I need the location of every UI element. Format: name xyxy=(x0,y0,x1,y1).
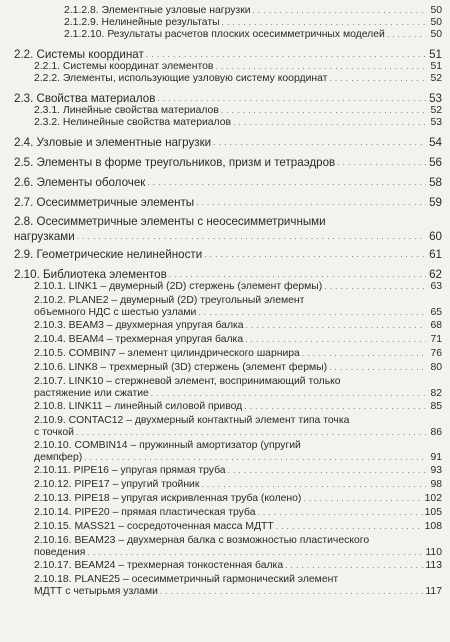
dot-leader xyxy=(146,47,426,62)
toc-page-number: 52 xyxy=(430,73,442,84)
toc-page-number: 113 xyxy=(425,560,442,571)
toc-page-number: 80 xyxy=(430,362,442,373)
toc-entry-title-line1: 2.10.2. PLANE2 – двумерный (2D) треугольный элемент xyxy=(34,295,305,306)
dot-leader xyxy=(233,117,426,129)
toc-page-number: 98 xyxy=(430,479,442,490)
toc-page-number: 53 xyxy=(430,117,442,128)
toc-entry-title-line1: 2.10.16. BEAM23 – двухмерная балка с возможностью пластического xyxy=(34,535,370,546)
toc-page-number: 91 xyxy=(430,452,442,463)
toc-page-number: 51 xyxy=(430,61,442,72)
toc-page-number: 51 xyxy=(429,48,442,61)
dot-leader xyxy=(87,547,423,559)
dot-leader xyxy=(213,135,426,150)
toc-page-number: 108 xyxy=(424,521,442,532)
dot-leader xyxy=(303,493,422,505)
toc-entry-title: демпфер) xyxy=(34,452,83,463)
toc-entry-title: 2.3.1. Линейные свойства материалов xyxy=(34,105,219,116)
toc-page-number: 117 xyxy=(425,586,442,597)
toc-page-number: 60 xyxy=(429,230,442,243)
toc-entry-title: объемного НДС с шестью узлами xyxy=(34,307,197,318)
dot-leader xyxy=(285,560,423,572)
dot-leader xyxy=(84,452,426,464)
toc-page-number: 59 xyxy=(429,196,442,209)
dot-leader xyxy=(228,465,426,477)
toc-entry-title: 2.10.12. PIPE17 – упругий тройник xyxy=(34,479,200,490)
toc-page-number: 54 xyxy=(429,136,442,149)
toc-entry-title-line1: 2.8. Осесимметричные элементы с неосесимметричными xyxy=(14,215,326,228)
toc-entry-title: 2.2.2. Элементы, использующие узловую систему координат xyxy=(34,73,328,84)
toc-entry-title: 2.10.4. BEAM4 – трехмерная упругая балка xyxy=(34,334,244,345)
dot-leader xyxy=(387,29,426,41)
dot-leader xyxy=(253,5,426,17)
toc-entry-title: 2.7. Осесимметричные элементы xyxy=(14,196,195,209)
toc-page-number: 93 xyxy=(430,465,442,476)
toc-entry-title: 2.10.15. MASS21 – сосредоточенная масса МДТТ xyxy=(34,521,274,532)
toc-page-number: 86 xyxy=(430,427,442,438)
toc-page-number: 50 xyxy=(430,17,442,28)
toc-entry-title: 2.9. Геометрические нелинейности xyxy=(14,248,203,261)
toc-entry-title: с точкой xyxy=(34,427,74,438)
dot-leader xyxy=(77,229,426,244)
toc-entry-title: 2.6. Элементы оболочек xyxy=(14,176,146,189)
toc-entry-title: растяжение или сжатие xyxy=(34,388,149,399)
toc-entry-title: МДТТ с четырьмя узлами xyxy=(34,586,158,597)
toc-entry-title: 2.10.13. PIPE18 – упругая искривленная труба (колено) xyxy=(34,493,302,504)
toc-page-number: 76 xyxy=(430,348,442,359)
dot-leader xyxy=(244,401,426,413)
dot-leader xyxy=(337,155,426,170)
toc-entry-title: 2.10.14. PIPE20 – прямая пластическая труба xyxy=(34,507,256,518)
dot-leader xyxy=(276,521,423,533)
dot-leader xyxy=(157,91,426,106)
toc-entry-title: 2.10.1. LINK1 – двумерный (2D) стержень (элемент фермы) xyxy=(34,281,323,292)
toc-entry-title: 2.2. Системы координат xyxy=(14,48,144,61)
dot-leader xyxy=(329,362,426,374)
toc-entry-title: нагрузками xyxy=(14,230,75,243)
toc-entry-title-line1: 2.10.10. COMBIN14 – пружинный амортизатор (упругий xyxy=(34,440,301,451)
toc-page-number: 50 xyxy=(430,5,442,16)
toc-entry-title: 2.5. Элементы в форме треугольников, призм и тетраэдров xyxy=(14,156,336,169)
toc-entry-title: 2.1.2.10. Результаты расчетов плоских осесимметричных моделей xyxy=(64,29,385,40)
toc-page-number: 61 xyxy=(429,248,442,261)
dot-leader xyxy=(198,307,426,319)
toc-entry-title: 2.1.2.9. Нелинейные результаты xyxy=(64,17,220,28)
toc-entry-title: 2.10.11. PIPE16 – упругая прямая труба xyxy=(34,465,226,476)
dot-leader xyxy=(151,388,426,400)
toc-entry-title: 2.3. Свойства материалов xyxy=(14,92,156,105)
toc-entry-title: 2.2.1. Системы координат элементов xyxy=(34,61,214,72)
toc-entry-title: 2.10.8. LINK11 – линейный силовой привод xyxy=(34,401,243,412)
dot-leader xyxy=(258,507,423,519)
toc-entry-title: 2.10.5. COMBIN7 – элемент цилиндрического шарнира xyxy=(34,348,300,359)
toc-entry-title: 2.1.2.8. Элементные узловые нагрузки xyxy=(64,5,251,16)
dot-leader xyxy=(215,61,426,73)
toc-page-number: 68 xyxy=(430,320,442,331)
dot-leader xyxy=(329,73,426,85)
toc-entry-title: 2.10.6. LINK8 – трехмерный (3D) стержень (элемент фермы) xyxy=(34,362,328,373)
dot-leader xyxy=(302,348,426,360)
toc-page-number: 50 xyxy=(430,29,442,40)
dot-leader xyxy=(201,479,426,491)
dot-leader xyxy=(160,586,424,598)
toc-entry-title: 2.10.3. BEAM3 – двухмерная упругая балка xyxy=(34,320,244,331)
toc-entry-title: 2.3.2. Нелинейные свойства материалов xyxy=(34,117,232,128)
toc-page-number: 52 xyxy=(430,105,442,116)
toc-page-number: 105 xyxy=(424,507,442,518)
toc-entry-title: поведения xyxy=(34,547,86,558)
dot-leader xyxy=(222,17,426,29)
dot-leader xyxy=(196,195,426,210)
dot-leader xyxy=(76,427,426,439)
dot-leader xyxy=(245,334,426,346)
toc-page-number: 82 xyxy=(430,388,442,399)
toc-entry-title: 2.10.17. BEAM24 – трехмерная тонкостенная балка xyxy=(34,560,284,571)
dot-leader xyxy=(324,281,426,293)
toc-entry-title: 2.4. Узловые и элементные нагрузки xyxy=(14,136,212,149)
toc-page-number: 71 xyxy=(430,334,442,345)
dot-leader xyxy=(246,320,426,332)
toc-page-number: 58 xyxy=(429,176,442,189)
toc-page-number: 85 xyxy=(430,401,442,412)
toc-entry-title-line1: 2.10.9. CONTAC12 – двухмерный контактный элемент типа точка xyxy=(34,415,350,426)
toc-entry-title-line1: 2.10.18. PLANE25 – осесимметричный гармонический элемент xyxy=(34,574,339,585)
toc-page-number: 65 xyxy=(430,307,442,318)
toc-page-number: 102 xyxy=(424,493,442,504)
toc-entry-title-line1: 2.10.7. LINK10 – стержневой элемент, воспринимающий только xyxy=(34,376,341,387)
toc-page-number: 53 xyxy=(429,92,442,105)
toc-page-number: 110 xyxy=(425,547,442,558)
dot-leader xyxy=(169,267,426,282)
toc-page-number: 62 xyxy=(429,268,442,281)
toc-page-number: 63 xyxy=(430,281,442,292)
dot-leader xyxy=(204,247,426,262)
dot-leader xyxy=(147,175,426,190)
dot-leader xyxy=(221,105,426,117)
toc-entry-title: 2.10. Библиотека элементов xyxy=(14,268,167,281)
toc-page-number: 56 xyxy=(429,156,442,169)
